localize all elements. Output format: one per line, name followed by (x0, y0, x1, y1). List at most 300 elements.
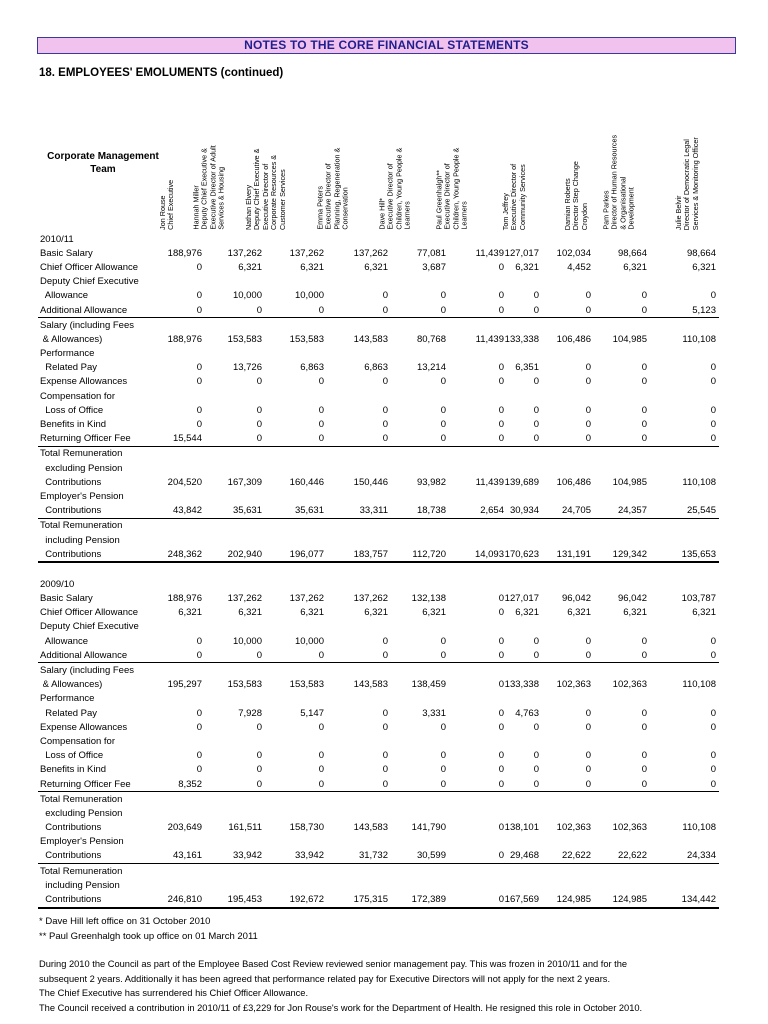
cell-value: 4,763 (515, 707, 539, 719)
cell-value: 0 (318, 376, 324, 388)
cell-value (591, 389, 647, 403)
cell-value: 192,672 (262, 892, 324, 907)
cell-value (388, 389, 446, 403)
emoluments-table (38, 232, 719, 909)
cell-value (504, 518, 539, 533)
cell-value: 0 (710, 290, 716, 302)
row-label: Performance (40, 693, 95, 705)
cell-value: 6,321 (300, 261, 324, 273)
cell-value: 188,976 (167, 333, 202, 345)
table-row (38, 878, 719, 892)
table-row (38, 318, 719, 333)
cell-value: 33,942 (262, 849, 324, 864)
cell-value: 0 (196, 376, 202, 388)
column-header-line: Conservation (340, 187, 350, 230)
column-header-line: Children, Young People & (394, 148, 404, 230)
cell-value: 0 (440, 376, 446, 388)
row-label: Returning Officer Fee (38, 432, 155, 447)
cell-value: 124,985 (591, 892, 647, 907)
cell-value: 172,389 (388, 892, 446, 907)
table-row (38, 417, 719, 431)
row-label: Compensation for (40, 390, 115, 402)
cell-value (446, 878, 504, 892)
table-row (38, 461, 719, 475)
cell-value (647, 389, 719, 403)
cell-value: 0 (710, 764, 716, 776)
cell-value (504, 835, 539, 849)
row-label: Benefits in Kind (40, 764, 107, 776)
cell-value (591, 533, 647, 547)
cell-value (262, 878, 324, 892)
cell-value: 6,321 (300, 607, 324, 619)
column-header (435, 148, 469, 230)
cell-value (504, 692, 539, 706)
cell-value (504, 461, 539, 475)
cell-value: 0 (440, 635, 446, 647)
cell-value: 33,942 (202, 849, 262, 864)
cell-value: 24,357 (591, 504, 647, 519)
cell-value (539, 533, 591, 547)
cell-value: 0 (585, 635, 591, 647)
cell-value: 0 (202, 648, 262, 663)
table-row (38, 792, 719, 807)
cell-value: 0 (155, 303, 202, 318)
cell-value (647, 518, 719, 533)
cell-value (647, 692, 719, 706)
cell-value (647, 446, 719, 461)
cell-value: 0 (440, 764, 446, 776)
table-row (38, 821, 719, 835)
cell-value (647, 533, 719, 547)
cell-value (446, 446, 504, 461)
table-row (38, 592, 719, 606)
cell-value: 141,790 (411, 822, 446, 834)
cell-value (647, 347, 719, 361)
cell-value: 0 (498, 419, 504, 431)
cell-value (262, 389, 324, 403)
footnotes (39, 914, 258, 944)
footnote: ** Paul Greenhalgh took up office on 01 March 2011 (39, 931, 258, 942)
cell-value: 196,077 (262, 547, 324, 562)
paragraph-line: During 2010 the Council as part of the Employee Based Cost Review reviewed senior management pay. This was frozen in 2010/11 and for the (39, 959, 628, 969)
table-row (38, 777, 719, 792)
cell-value: 0 (202, 777, 262, 792)
cell-value: 11,439 (475, 247, 504, 259)
cell-value (262, 734, 324, 748)
row-label: & Allowances) (40, 679, 103, 691)
cell-value (647, 318, 719, 333)
cell-value (504, 806, 539, 820)
cell-value (388, 318, 446, 333)
cell-value (446, 347, 504, 361)
team-header: Corporate Management Team (47, 151, 159, 175)
cell-value (155, 734, 202, 748)
cell-value (504, 533, 539, 547)
cell-value: 0 (324, 303, 388, 318)
cell-value (202, 692, 262, 706)
cell-value: 77,081 (416, 247, 446, 259)
cell-value: 0 (446, 432, 504, 447)
cell-value (446, 489, 504, 503)
cell-value: 0 (585, 362, 591, 374)
cell-value: 0 (498, 822, 504, 834)
cell-value: 0 (256, 750, 262, 762)
cell-value: 195,453 (202, 892, 262, 907)
cell-value: 137,262 (353, 593, 388, 605)
row-label: Chief Officer Allowance (40, 261, 139, 273)
cell-value (262, 806, 324, 820)
cell-value: 0 (382, 764, 388, 776)
table-row (38, 332, 719, 346)
cell-value: 0 (498, 721, 504, 733)
cell-value: 80,768 (416, 333, 446, 345)
cell-value: 22,622 (539, 849, 591, 864)
cell-value: 0 (647, 648, 719, 663)
cell-value (504, 389, 539, 403)
row-label: Returning Officer Fee (38, 777, 155, 792)
cell-value: 5,123 (647, 303, 719, 318)
cell-value (388, 792, 446, 807)
cell-value: 102,363 (556, 822, 591, 834)
row-label: Deputy Chief Executive (40, 621, 139, 633)
cell-value: 160,446 (289, 476, 324, 488)
cell-value: 3,687 (422, 261, 446, 273)
cell-value: 10,000 (232, 635, 262, 647)
cell-value: 153,583 (227, 333, 262, 345)
cell-value: 102,363 (612, 822, 647, 834)
cell-value: 0 (388, 303, 446, 318)
cell-value (504, 620, 539, 634)
cell-value (647, 806, 719, 820)
cell-value: 137,262 (227, 593, 262, 605)
cell-value (262, 489, 324, 503)
cell-value: 0 (446, 849, 504, 864)
cell-value (539, 518, 591, 533)
cell-value: 0 (533, 419, 539, 431)
column-header (502, 164, 527, 230)
cell-value (262, 275, 324, 289)
row-label: Contributions (38, 547, 155, 562)
cell-value (591, 806, 647, 820)
column-header-line: Development (626, 187, 636, 230)
cell-value: 0 (382, 290, 388, 302)
table-row (38, 849, 719, 864)
cell-value (446, 734, 504, 748)
cell-value: 10,000 (294, 635, 324, 647)
cell-value (591, 620, 647, 634)
column-header-line: Customer Services (277, 169, 287, 230)
table-row (38, 892, 719, 907)
cell-value: 0 (591, 777, 647, 792)
cell-value (504, 347, 539, 361)
column-header (378, 148, 412, 230)
column-header-line: Executive Director of (385, 163, 395, 230)
cell-value: 0 (196, 635, 202, 647)
table-row (38, 864, 719, 879)
cell-value: 0 (539, 303, 591, 318)
cell-value: 0 (498, 707, 504, 719)
cell-value: 0 (504, 303, 539, 318)
cell-value: 3,331 (422, 707, 446, 719)
column-header-line: Dave Hill* (377, 198, 387, 230)
cell-value: 0 (504, 432, 539, 447)
row-label: Employer's Pension (40, 490, 124, 502)
cell-value: 0 (710, 635, 716, 647)
cell-value: 0 (196, 290, 202, 302)
row-label: Basic Salary (40, 247, 93, 259)
cell-value: 110,108 (682, 476, 716, 488)
cell-value: 0 (641, 404, 647, 416)
cell-value: 0 (585, 721, 591, 733)
cell-value (647, 489, 719, 503)
cell-value: 30,599 (388, 849, 446, 864)
table-row (38, 620, 719, 634)
cell-value (446, 835, 504, 849)
cell-value: 153,583 (289, 333, 324, 345)
row-label: Total Remuneration (40, 865, 123, 877)
cell-value: 106,486 (556, 333, 591, 345)
cell-value (591, 446, 647, 461)
cell-value (155, 389, 202, 403)
column-header-line: Hannah Miller (191, 185, 201, 230)
row-label: including Pension (40, 534, 120, 546)
column-header-line: Executive Director of Adult (208, 145, 218, 230)
cell-value: 10,000 (232, 290, 262, 302)
cell-value: 0 (498, 290, 504, 302)
cell-value (539, 878, 591, 892)
cell-value (539, 734, 591, 748)
cell-value: 0 (498, 404, 504, 416)
cell-value: 133,338 (504, 679, 539, 691)
row-label: Performance (40, 348, 95, 360)
row-label: Loss of Office (40, 750, 104, 762)
row-label: Total Remuneration (40, 448, 123, 460)
column-header-line: Deputy Chief Executive & (252, 148, 262, 230)
footnote: * Dave Hill left office on 31 October 2010 (39, 916, 211, 927)
cell-value: 0 (196, 419, 202, 431)
cell-value: 0 (585, 419, 591, 431)
cell-value (324, 792, 388, 807)
cell-value: 35,631 (262, 504, 324, 519)
cell-value (591, 489, 647, 503)
column-header-line: Pam Parkes (601, 190, 611, 230)
cell-value: 0 (533, 721, 539, 733)
cell-value: 0 (641, 376, 647, 388)
cell-value: 0 (498, 593, 504, 605)
row-label: Related Pay (40, 707, 98, 719)
cell-value: 0 (504, 777, 539, 792)
cell-value: 0 (262, 303, 324, 318)
table-row (38, 403, 719, 417)
cell-value (202, 835, 262, 849)
cell-value (539, 461, 591, 475)
cell-value (446, 692, 504, 706)
row-label: Salary (including Fees (40, 319, 134, 331)
cell-value: 25,545 (647, 504, 719, 519)
cell-value: 175,315 (324, 892, 388, 907)
cell-value: 0 (440, 290, 446, 302)
cell-value (504, 446, 539, 461)
cell-value: 0 (710, 750, 716, 762)
column-header-line: Children, Young People & (451, 148, 461, 230)
section-title: 18. EMPLOYEES' EMOLUMENTS (continued) (39, 67, 284, 79)
table-row (38, 289, 719, 303)
cell-value: 0 (440, 721, 446, 733)
cell-value: 112,720 (388, 547, 446, 562)
cell-value: 0 (446, 777, 504, 792)
row-label: excluding Pension (40, 807, 123, 819)
cell-value (539, 275, 591, 289)
cell-value (591, 318, 647, 333)
cell-value: 6,321 (623, 607, 647, 619)
year-header-row (38, 232, 719, 246)
cell-value: 0 (641, 750, 647, 762)
cell-value (324, 347, 388, 361)
cell-value: 158,730 (289, 822, 324, 834)
cell-value (324, 446, 388, 461)
row-label: Expense Allowances (40, 376, 128, 388)
cell-value: 0 (641, 764, 647, 776)
cell-value: 0 (256, 376, 262, 388)
cell-value (155, 692, 202, 706)
column-header-line: Director Step Change (571, 160, 581, 230)
cell-value: 150,446 (353, 476, 388, 488)
table-row (38, 389, 719, 403)
cell-value (155, 864, 202, 879)
cell-value (202, 389, 262, 403)
cell-value: 0 (585, 750, 591, 762)
cell-value: 0 (382, 635, 388, 647)
cell-value: 43,842 (155, 504, 202, 519)
cell-value: 0 (382, 419, 388, 431)
column-header-line: Emma Peters (315, 186, 325, 230)
cell-value: 0 (504, 648, 539, 663)
cell-value: 138,459 (411, 679, 446, 691)
cell-value: 104,985 (612, 476, 647, 488)
row-label: Contributions (38, 892, 155, 907)
column-header-line: Learners (402, 201, 412, 230)
table-row (38, 303, 719, 318)
cell-value: 11,439 (475, 476, 504, 488)
cell-value: 106,486 (556, 476, 591, 488)
cell-value (591, 835, 647, 849)
cell-value: 143,583 (353, 333, 388, 345)
cell-value: 13,726 (232, 362, 262, 374)
notes-paragraph (39, 957, 739, 1015)
cell-value: 0 (641, 290, 647, 302)
cell-value: 143,583 (353, 822, 388, 834)
cell-value: 24,705 (539, 504, 591, 519)
cell-value: 6,321 (238, 261, 262, 273)
row-label: Total Remuneration (40, 520, 123, 532)
cell-value: 0 (591, 432, 647, 447)
row-label: excluding Pension (40, 462, 123, 474)
cell-value (591, 275, 647, 289)
cell-value: 161,511 (228, 822, 262, 834)
cell-value (388, 663, 446, 678)
cell-value (262, 533, 324, 547)
row-label: Expense Allowances (40, 721, 128, 733)
cell-value: 0 (196, 707, 202, 719)
column-header-line: Croydon (579, 202, 589, 230)
cell-value: 98,664 (617, 247, 647, 259)
table-row (38, 347, 719, 361)
cell-value (591, 518, 647, 533)
cell-value (446, 620, 504, 634)
cell-value: 102,034 (556, 247, 591, 259)
cell-value (504, 318, 539, 333)
column-header-line: Jon Rouse (158, 195, 168, 230)
cell-value (539, 620, 591, 634)
cell-value (388, 878, 446, 892)
cell-value (446, 806, 504, 820)
column-header (245, 149, 287, 231)
cell-value: 0 (256, 721, 262, 733)
column-header-line: Damian Roberts (562, 178, 572, 230)
cell-value: 0 (539, 432, 591, 447)
cell-value: 0 (585, 376, 591, 388)
cell-value: 6,321 (364, 607, 388, 619)
cell-value (202, 533, 262, 547)
cell-value: 0 (388, 648, 446, 663)
cell-value (262, 347, 324, 361)
cell-value (539, 347, 591, 361)
row-label: Contributions (40, 822, 102, 834)
cell-value (446, 792, 504, 807)
row-label: & Allowances) (40, 333, 103, 345)
cell-value (202, 792, 262, 807)
cell-value: 134,442 (647, 892, 719, 907)
cell-value (202, 806, 262, 820)
cell-value (155, 489, 202, 503)
cell-value (504, 734, 539, 748)
cell-value: 0 (498, 607, 504, 619)
cell-value: 188,976 (167, 247, 202, 259)
cell-value: 110,108 (682, 679, 716, 691)
table-row (38, 504, 719, 519)
table-row (38, 518, 719, 533)
cell-value (647, 620, 719, 634)
cell-value (446, 663, 504, 678)
cell-value (324, 734, 388, 748)
row-label: Allowance (40, 635, 89, 647)
cell-value: 0 (710, 707, 716, 719)
table-row (38, 692, 719, 706)
cell-value: 8,352 (155, 777, 202, 792)
cell-value: 0 (533, 404, 539, 416)
cell-value: 0 (262, 432, 324, 447)
cell-value: 0 (202, 303, 262, 318)
cell-value (202, 347, 262, 361)
table-row (38, 806, 719, 820)
cell-value: 246,810 (155, 892, 202, 907)
table-row (38, 648, 719, 663)
cell-value: 127,017 (504, 247, 539, 259)
cell-value: 0 (539, 777, 591, 792)
cell-value (155, 275, 202, 289)
cell-value: 0 (388, 777, 446, 792)
cell-value: 0 (710, 362, 716, 374)
cell-value (202, 620, 262, 634)
cell-value: 143,583 (353, 679, 388, 691)
cell-value: 153,583 (289, 679, 324, 691)
cell-value (202, 318, 262, 333)
cell-value: 0 (324, 648, 388, 663)
cell-value (539, 663, 591, 678)
row-label: Benefits in Kind (40, 419, 107, 431)
cell-value: 6,321 (238, 607, 262, 619)
cell-value (591, 692, 647, 706)
